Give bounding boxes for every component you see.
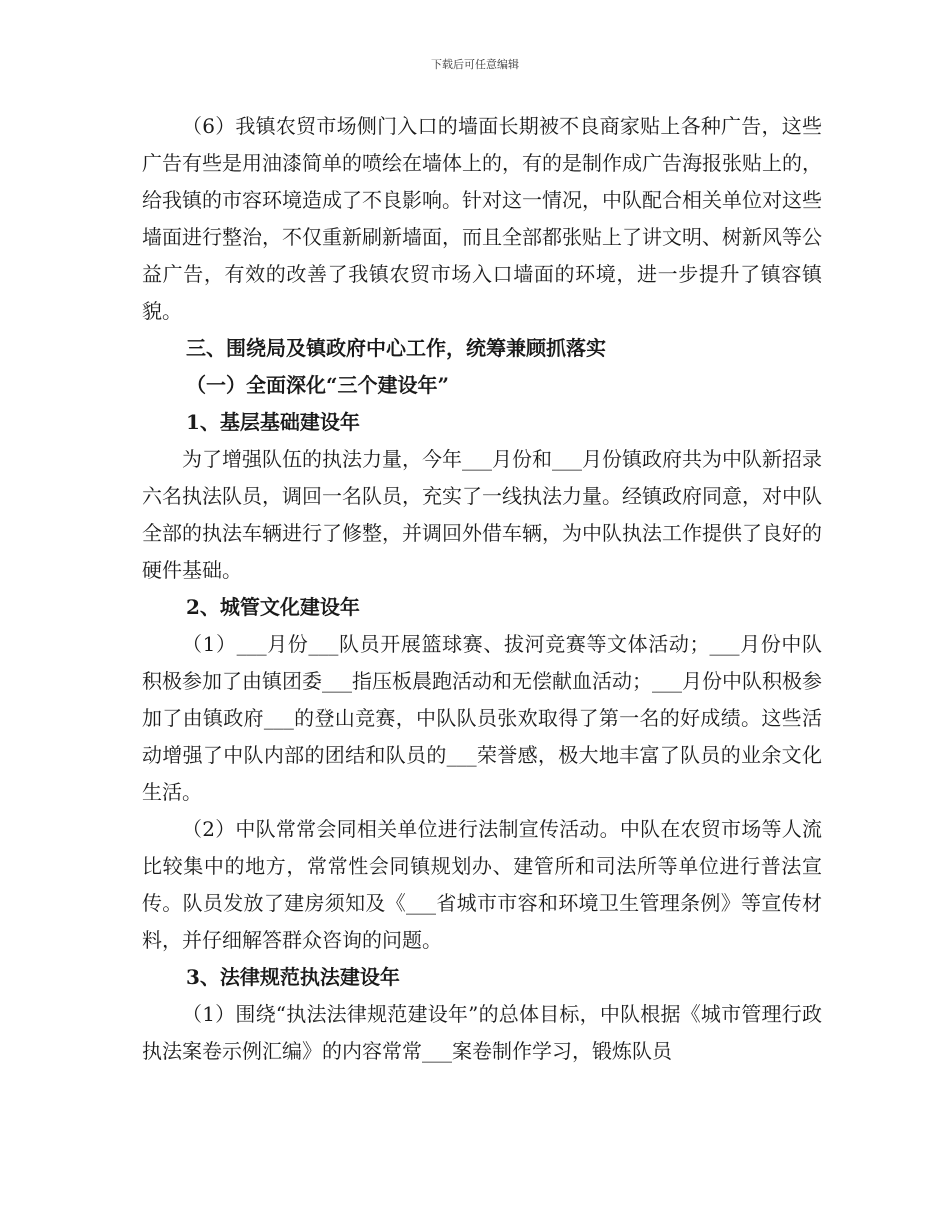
item-heading-law-enforcement: 3、法律规范执法建设年 — [186, 965, 400, 989]
paragraph-activities: （1）___月份___队员开展篮球赛、拔河竞赛等文体活动；___月份中队积极参加了由镇团委___指压板晨跑活动和无偿献血活动；___月份中队积极参加了由镇政府___的登山竞赛，中队队员张欢取得了第一名的好成绩。这些活动增强了中队内部的团结和队员的___荣誉感，极大地丰富了队员的业余文化生活。 — [142, 632, 822, 804]
subsection-heading-1: （一）全面深化“三个建设年” — [186, 373, 450, 397]
paragraph-wall-ads: （6）我镇农贸市场侧门入口的墙面长期被不良商家贴上各种广告，这些广告有些是用油漆简单的喷绘在墙体上的，有的是制作成广告海报张贴上的，给我镇的市容环境造成了不良影响。针对这一情况，中队配合相关单位对这些墙面进行整治，不仅重新刷新墙面，而且全部都张贴上了讲文明、树新风等公益广告，有效的改善了我镇农贸市场入口墙面的环境，进一步提升了镇容镇貌。 — [142, 114, 822, 323]
item-heading-grassroots: 1、基层基础建设年 — [186, 410, 360, 434]
section-heading-3: 三、围绕局及镇政府中心工作，统筹兼顾抓落实 — [186, 336, 606, 360]
paragraph-staffing: 为了增强队伍的执法力量，今年___月份和___月份镇政府共为中队新招录六名执法队员，调回一名队员，充实了一线执法力量。经镇政府同意，对中队全部的执法车辆进行了修整，并调回外借车辆，为中队执法工作提供了良好的硬件基础。 — [142, 447, 822, 582]
document-body — [142, 108, 822, 1070]
paragraph-legal-promotion: （2）中队常常会同相关单位进行法制宣传活动。中队在农贸市场等人流比较集中的地方，常常性会同镇规划办、建管所和司法所等单位进行普法宣传。队员发放了建房须知及《___省城市市容和环境卫生管理条例》等宣传材料，并仔细解答群众咨询的问题。 — [142, 817, 822, 952]
paragraph-case-training: （1）围绕“执法法律规范建设年”的总体目标，中队根据《城市管理行政执法案卷示例汇编》的内容常常___案卷制作学习，锻炼队员 — [142, 1002, 822, 1063]
item-heading-culture: 2、城管文化建设年 — [186, 595, 360, 619]
page-header: 下载后可任意编辑 — [431, 58, 519, 71]
